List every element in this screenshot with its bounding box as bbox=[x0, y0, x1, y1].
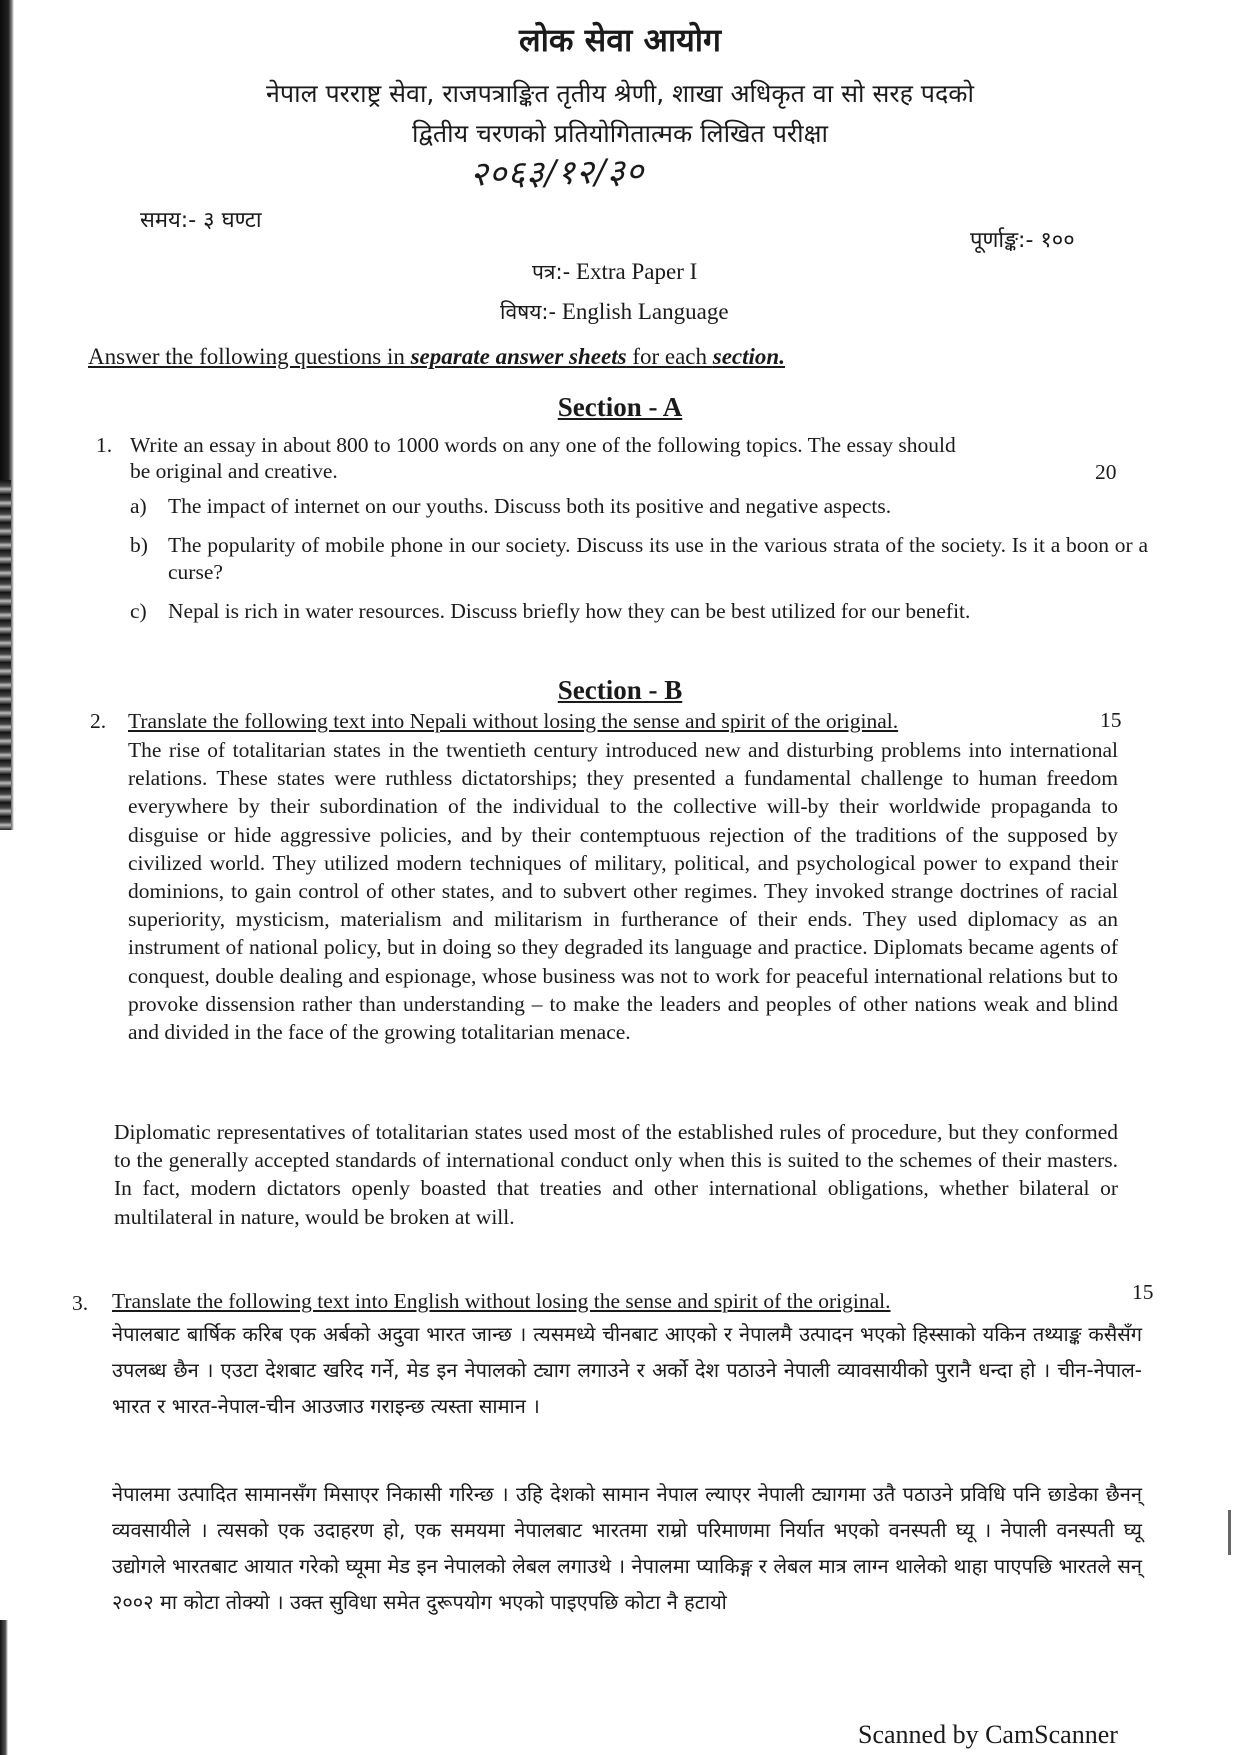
subject-value: English Language bbox=[561, 299, 729, 324]
option-letter: a) bbox=[130, 494, 147, 518]
question-instruction: Translate the following text into Nepali without losing the sense and spirit of the original. bbox=[128, 709, 899, 733]
option-letter: c) bbox=[130, 599, 147, 623]
option-text: Nepal is rich in water resources. Discuss briefly how they can be best utilized for our benefit. bbox=[168, 599, 971, 623]
source-paragraph-english: The rise of totalitarian states in the twentieth century introduced new and disturbing problems into international relations. These states were ruthless dictatorships; they presented a fundamental challenge to human freedom everywhere by their subordination of the individual to the collective will-by their worldwide propaganda to disguise or hide aggressive policies, and by their contemptuous rejection of the traditions of the supposed by civilized world. They utilized modern techniques of military, political, and psychological power to expand their dominions, to gain control of other states, and to subvert other regimes. They invoked strange doctrines of racial superiority, mysticism, materialism and militarism in furtherance of their ends. They used diplomacy as an instrument of national policy, but in doing so they degraded its language and practice. Diplomats became agents of conquest, double dealing and espionage, whose business was not to work for peaceful international relations but to provoke dissension rather than understanding – to make the leaders and peoples of other nations weak and blind and divided in the face of the growing totalitarian menace. bbox=[128, 738, 1118, 1045]
instruction-text: Answer the following questions in bbox=[88, 344, 411, 369]
option-text: The impact of internet on our youths. Discuss both its positive and negative aspects. bbox=[168, 494, 892, 518]
scan-edge-shadow-bottom bbox=[0, 1620, 8, 1755]
exam-subtitle-line2: द्वितीय चरणको प्रतियोगितात्मक लिखित परीक्षा bbox=[412, 119, 828, 148]
question-text: Write an essay in about 800 to 1000 words on any one of the following topics. The essay should bbox=[130, 433, 956, 457]
scan-edge-shadow-band bbox=[0, 480, 11, 830]
section-b-heading: Section - B bbox=[557, 675, 683, 705]
instruction-emphasis: separate answer sheets bbox=[410, 344, 627, 369]
paper-value: Extra Paper I bbox=[575, 259, 698, 284]
question-instruction: Translate the following text into English without losing the sense and spirit of the original. bbox=[112, 1289, 891, 1313]
organization-title: लोक सेवा आयोग bbox=[518, 21, 722, 59]
question-marks: 15 bbox=[1132, 1280, 1154, 1304]
exam-date-handwritten: २०६३/१२/३० bbox=[469, 151, 645, 195]
instruction-emphasis: section. bbox=[712, 344, 785, 369]
question-marks: 20 bbox=[1095, 460, 1117, 484]
paper-line bbox=[532, 258, 697, 286]
question-number: 2. bbox=[90, 709, 107, 733]
source-paragraph-english: Diplomatic representatives of totalitarian states used most of the established rules of procedure, but they conformed to the generally accepted standards of international conduct only when this is suited to the schemes of their masters. In fact, modern dictators openly boasted that treaties and other international obligations, whether bilateral or multilateral in nature, would be broken at will. bbox=[114, 1120, 1118, 1229]
scan-mark bbox=[1228, 1510, 1231, 1555]
full-marks: पूर्णाङ्क:- १०० bbox=[970, 228, 1075, 253]
subject-line bbox=[500, 298, 729, 326]
question-number: 1. bbox=[96, 433, 113, 457]
question-marks: 15 bbox=[1100, 708, 1122, 732]
instruction-text: for each bbox=[626, 344, 713, 369]
question-text: be original and creative. bbox=[130, 459, 338, 483]
paper-prefix: पत्र:- bbox=[532, 260, 571, 284]
section-a-heading: Section - A bbox=[557, 392, 683, 422]
scanner-watermark: Scanned by CamScanner bbox=[858, 1720, 1118, 1749]
subject-prefix: विषय:- bbox=[500, 300, 557, 324]
option-text: The popularity of mobile phone in our society. Discuss its use in the various strata of the society. Is it a boon or a curse? bbox=[168, 533, 1148, 584]
time-allowed: समय:- ३ घण्टा bbox=[140, 208, 262, 233]
question-number: 3. bbox=[72, 1291, 89, 1315]
general-instruction bbox=[88, 344, 785, 370]
option-letter: b) bbox=[130, 533, 148, 557]
exam-subtitle-line1: नेपाल परराष्ट्र सेवा, राजपत्राङ्कित तृतीय श्रेणी, शाखा अधिकृत वा सो सरह पदको bbox=[266, 79, 974, 108]
source-paragraph-nepali: नेपालबाट बार्षिक करिब एक अर्बको अदुवा भारत जान्छ । त्यसमध्ये चीनबाट आएको र नेपालमै उत्पादन भएको हिस्साको यकिन तथ्याङ्क कसैसँग उपलब्ध छैन । एउटा देशबाट खरिद गर्ने, मेड इन नेपालको ट्याग लगाउने र अर्को देश पठाउने नेपाली व्यावसायीको पुरानै धन्दा हो । चीन-नेपाल-भारत र भारत-नेपाल-चीन आउजाउ गराइन्छ त्यस्ता सामान । bbox=[112, 1322, 1142, 1418]
source-paragraph-nepali: नेपालमा उत्पादित सामानसँग मिसाएर निकासी गरिन्छ । उहि देशको सामान नेपाल ल्याएर नेपाली ट्यागमा उतै पठाउने प्रविधि पनि छाडेका छैनन् व्यवसायीले । त्यसको एक उदाहरण हो, एक समयमा नेपालबाट भारतमा राम्रो परिमाणमा निर्यात भएको वनस्पती घ्यू । नेपाली वनस्पती घ्यू उद्योगले भारतबाट आयात गरेको घ्यूमा मेड इन नेपालको लेबल लगाउथे । नेपालमा प्याकिङ्ग र लेबल मात्र लाग्न थालेको थाहा पाएपछि भारतले सन् २००२ मा कोटा तोक्यो । उक्त सुविधा समेत दुरूपयोग भएको पाइएपछि कोटा नै हटायो bbox=[112, 1482, 1142, 1614]
